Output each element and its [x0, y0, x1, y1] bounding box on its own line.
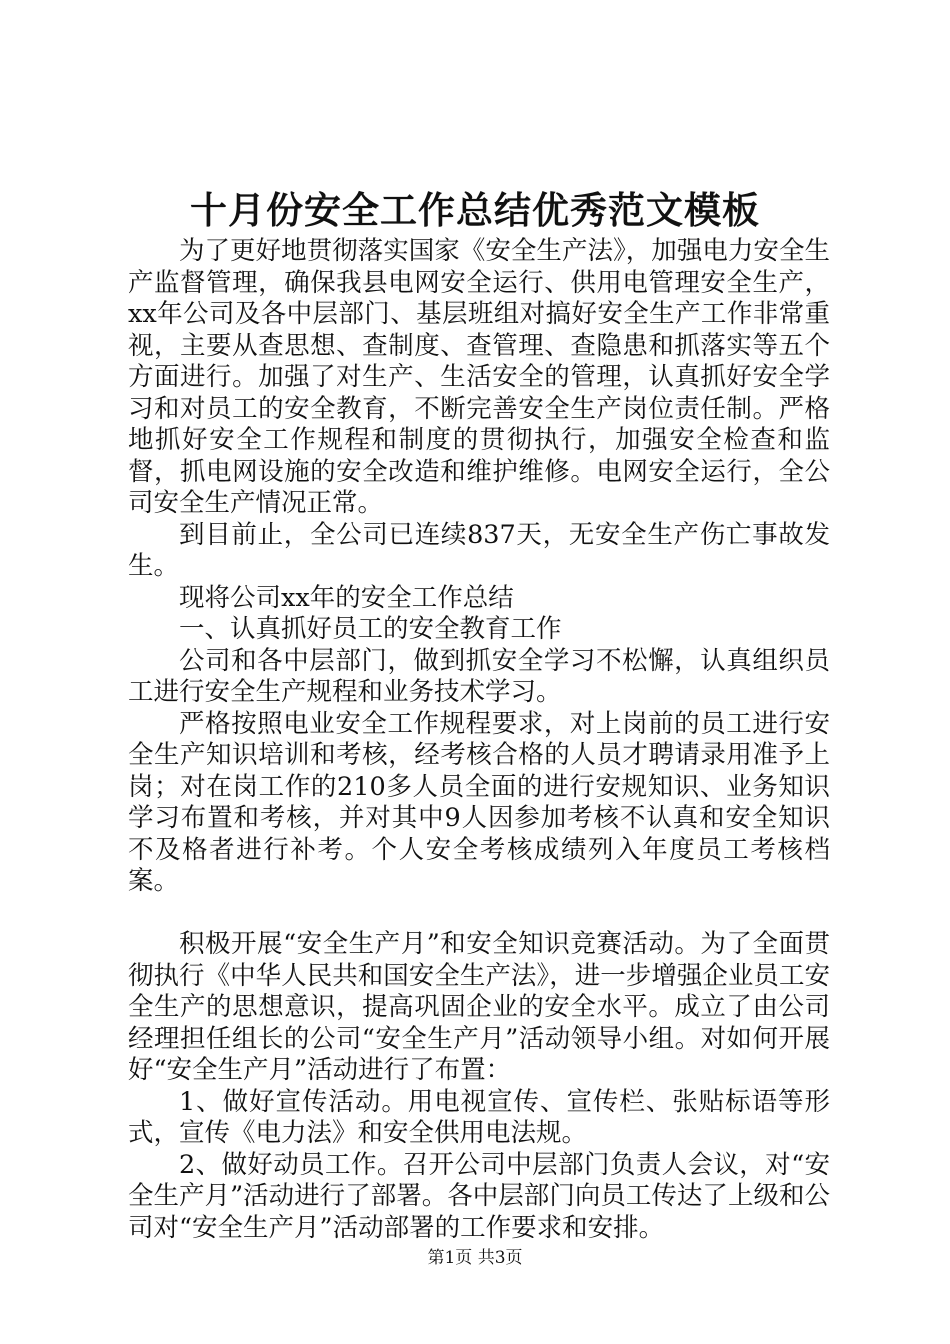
page-number: 第1页 共3页	[427, 1248, 523, 1268]
list-item-publicity: 1、做好宣传活动。用电视宣传、宣传栏、张贴标语等形式，宣传《电力法》和安全供用电法规。	[128, 1086, 830, 1148]
paragraph-study: 公司和各中层部门，做到抓安全学习不松懈，认真组织员工进行安全生产规程和业务技术学习。	[128, 645, 830, 707]
paragraph-spacer	[128, 898, 830, 930]
document-body	[128, 236, 830, 1244]
section-heading-1: 一、认真抓好员工的安全教育工作	[179, 614, 562, 644]
paragraph-intro: 为了更好地贯彻落实国家《安全生产法》，加强电力安全生产监督管理，确保我县电网安全运行、供用电管理安全生产，xx年公司及各中层部门、基层班组对搞好安全生产工作非常重视，主要从查思想、查制度、查管理、查隐患和抓落实等五个方面进行。加强了对生产、生活安全的管理，认真抓好安全学习和对员工的安全教育，不断完善安全生产岗位责任制。严格地抓好安全工作规程和制度的贯彻执行，加强安全检查和监督，抓电网设施的安全改造和维护维修。电网安全运行，全公司安全生产情况正常。	[128, 236, 830, 518]
paragraph-summary-lead: 现将公司xx年的安全工作总结	[179, 582, 514, 613]
page-title: 十月份安全工作总结优秀范文模板	[190, 188, 760, 232]
paragraph-safety-days: 到目前止，全公司已连续837天，无安全生产伤亡事故发生。	[128, 519, 830, 581]
list-item-mobilization: 2、做好动员工作。召开公司中层部门负责人会议，对“安全生产月”活动进行了部署。各中层部门向员工传达了上级和公司对“安全生产月”活动部署的工作要求和安排。	[128, 1149, 830, 1243]
paragraph-training: 严格按照电业安全工作规程要求，对上岗前的员工进行安全生产知识培训和考核，经考核合格的人员才聘请录用准予上岗；对在岗工作的210多人员全面的进行安规知识、业务知识学习布置和考核，并对其中9人因参加考核不认真和安全知识不及格者进行补考。个人安全考核成绩列入年度员工考核档案。	[128, 708, 830, 896]
paragraph-safety-month: 积极开展“安全生产月”和安全知识竞赛活动。为了全面贯彻执行《中华人民共和国安全生产法》，进一步增强企业员工安全生产的思想意识，提高巩固企业的安全水平。成立了由公司经理担任组长的公司“安全生产月”活动领导小组。对如何开展好“安全生产月”活动进行了布置：	[128, 929, 830, 1085]
